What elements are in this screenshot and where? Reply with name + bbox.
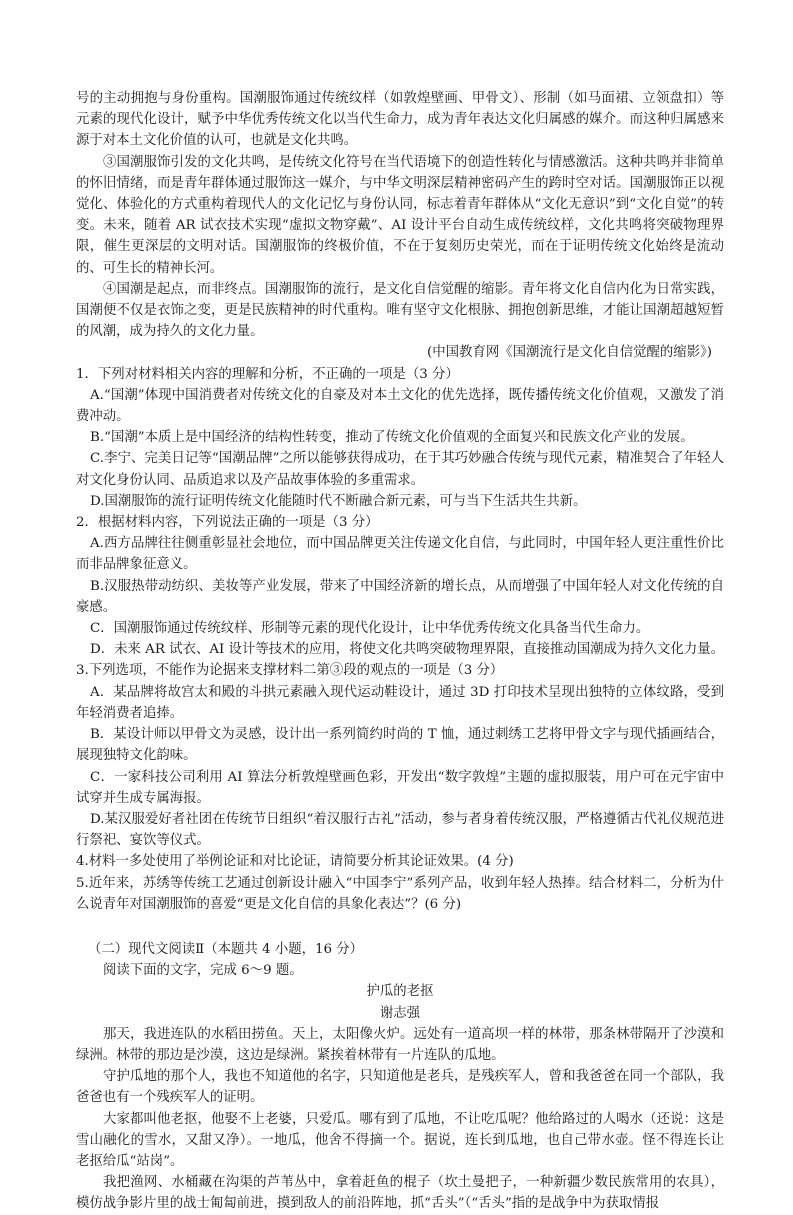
paragraph: 我把渔网、水桶藏在沟渠的芦苇丛中，拿着赶鱼的棍子（坎土曼把子，一种新疆少数民族常用的农具），模仿战争影片里的战士匍匐前进，摸到敌人的前沿阵地，抓“舌头”（“舌头”指的是战争中为获取情报 <box>76 1175 724 1212</box>
paragraph: 守护瓜地的那个人，我也不知道他的名字，只知道他是老兵，是残疾军人，曾和我爸爸在同一个部队，我爸爸也有一个残疾军人的证明。 <box>76 1069 724 1106</box>
section-instruction: 阅读下面的文字，完成 6～9 题。 <box>103 963 303 979</box>
paragraph: 大家都叫他老抠，他娶不上老婆，只爱瓜。哪有到了瓜地，不让吃瓜呢？他给路过的人喝水（还说：这是雪山融化的雪水，又甜又净）。一地瓜，他舍不得摘一个。据说，连长到瓜地，也自己带水壶。怪不得连长让老抠给瓜“站岗”。 <box>76 1111 724 1169</box>
question-stem: 3.下列选项，不能作为论据来支撑材料二第③段的观点的一项是（3 分） <box>76 663 504 679</box>
paragraph: 那天，我进连队的水稻田捞鱼。天上，太阳像火炉。远处有一道高坝一样的林带，那条林带隔开了沙漠和绿洲。林带的那边是沙漠，这边是绿洲。紧挨着林带有一片连队的瓜地。 <box>76 1026 724 1063</box>
option: C．国潮服饰通过传统纹样、形制等元素的现代化设计，让中华优秀传统文化具备当代生命力。 <box>90 621 650 637</box>
option: A．某品牌将故宫太和殿的斗拱元素融入现代运动鞋设计，通过 3D 打印技术呈现出独特的立体纹路，受到年轻消费者追捧。 <box>76 684 724 721</box>
paragraph: ④国潮是起点，而非终点。国潮服饰的流行，是文化自信觉醒的缩影。青年将文化自信内化为日常实践，国潮便不仅是衣饰之变，更是民族精神的时代重构。唯有坚守文化根脉、拥抱创新思维，才能让国潮超越短暂的风潮，成为持久的文化力量。 <box>76 281 724 340</box>
option: B．某设计师以甲骨文为灵感，设计出一系列简约时尚的 T 恤，通过刺绣工艺将甲骨文字与现代插画结合，展现独特文化韵味。 <box>76 727 724 764</box>
option: A.西方品牌往往侧重彰显社会地位，而中国品牌更关注传递文化自信，与此同时，中国年轻人更注重性价比而非品牌象征意义。 <box>76 536 724 573</box>
section-two <box>76 939 724 1215</box>
source-citation: (中国教育网《国潮流行是文化自信觉醒的缩影》) <box>427 345 712 361</box>
question-stem: 5.近年来，苏绣等传统工艺通过创新设计融入“中国李宁”系列产品，收到年轻人热捧。结合材料二，分析为什么说青年对国潮服饰的喜爱“更是文化自信的具象化表达”？(6 分) <box>76 875 724 912</box>
material-two-tail <box>76 88 724 364</box>
section-heading: （二）现代文阅读Ⅱ（本题共 4 小题，16 分） <box>88 941 364 957</box>
paragraph: ③国潮服饰引发的文化共鸣，是传统文化符号在当代语境下的创造性转化与情感激活。这种共鸣并非简单的怀旧情绪，而是青年群体通过服饰这一媒介，与中华文明深层精神密码产生的跨时空对话。国潮服饰正以视觉化、体验化的方式重构着现代人的文化记忆与身份认同，标志着青年群体从“文化无意识”到“文化自觉”的转变。未来，随着 AR 试衣技术实现“虚拟文物穿戴”、AI 设计平台自动生成传统纹样，文化共鸣将突破物理界限，催生更深层的文明对话。国潮服饰的终极价值，不在于复刻历史荣光，而在于证明传统文化始终是流动的、可生长的精神长河。 <box>76 154 724 276</box>
question-stem: 4.材料一多处使用了举例论证和对比论证，请简要分析其论证效果。(4 分) <box>76 854 514 870</box>
question-stem: 2．根据材料内容，下列说法正确的一项是（3 分） <box>76 515 379 531</box>
option: D．未来 AR 试衣、AI 设计等技术的应用，将使文化共鸣突破物理界限，直接推动国潮成为持久文化力量。 <box>90 642 725 658</box>
option: C.李宁、完美日记等“国潮品牌”之所以能够获得成功，在于其巧妙融合传统与现代元素，精准契合了年轻人对文化身份认同、品质追求以及产品故事体验的多重需求。 <box>76 451 724 488</box>
exam-page <box>76 88 724 1215</box>
option: C．一家科技公司利用 AI 算法分析敦煌壁画色彩，开发出“数字敦煌”主题的虚拟服装，用户可在元宇宙中试穿并生成专属海报。 <box>76 769 724 806</box>
section-spacer <box>76 915 724 939</box>
paragraph: 号的主动拥抱与身份重构。国潮服饰通过传统纹样（如敦煌壁画、甲骨文）、形制（如马面裙、立领盘扣）等元素的现代化设计，赋予中华优秀传统文化以当代生命力，成为青年表达文化归属感的媒介。而这种归属感来源于对本土文化价值的认可，也就是文化共鸣。 <box>76 91 724 149</box>
question-list <box>76 364 724 915</box>
option: D.国潮服饰的流行证明传统文化能随时代不断融合新元素，可与当下生活共生共新。 <box>90 493 587 509</box>
article-author: 谢志强 <box>379 1005 421 1021</box>
option: B.汉服热带动纺织、美妆等产业发展，带来了中国经济新的增长点，从而增强了中国年轻人对文化传统的自豪感。 <box>76 578 724 615</box>
option: B.“国潮”本质上是中国经济的结构性转变，推动了传统文化价值观的全面复兴和民族文化产业的发展。 <box>90 430 694 446</box>
article-title: 护瓜的老抠 <box>366 984 434 1000</box>
option: D.某汉服爱好者社团在传统节日组织“着汉服行古礼”活动，参与者身着传统汉服，严格遵循古代礼仪规范进行祭祀、宴饮等仪式。 <box>76 811 724 849</box>
option: A.“国潮”体现中国消费者对传统文化的自豪及对本土文化的优先选择，既传播传统文化价值观，又激发了消费冲动。 <box>76 387 724 425</box>
question-stem: 1．下列对材料相关内容的理解和分析，不正确的一项是（3 分） <box>76 366 459 382</box>
